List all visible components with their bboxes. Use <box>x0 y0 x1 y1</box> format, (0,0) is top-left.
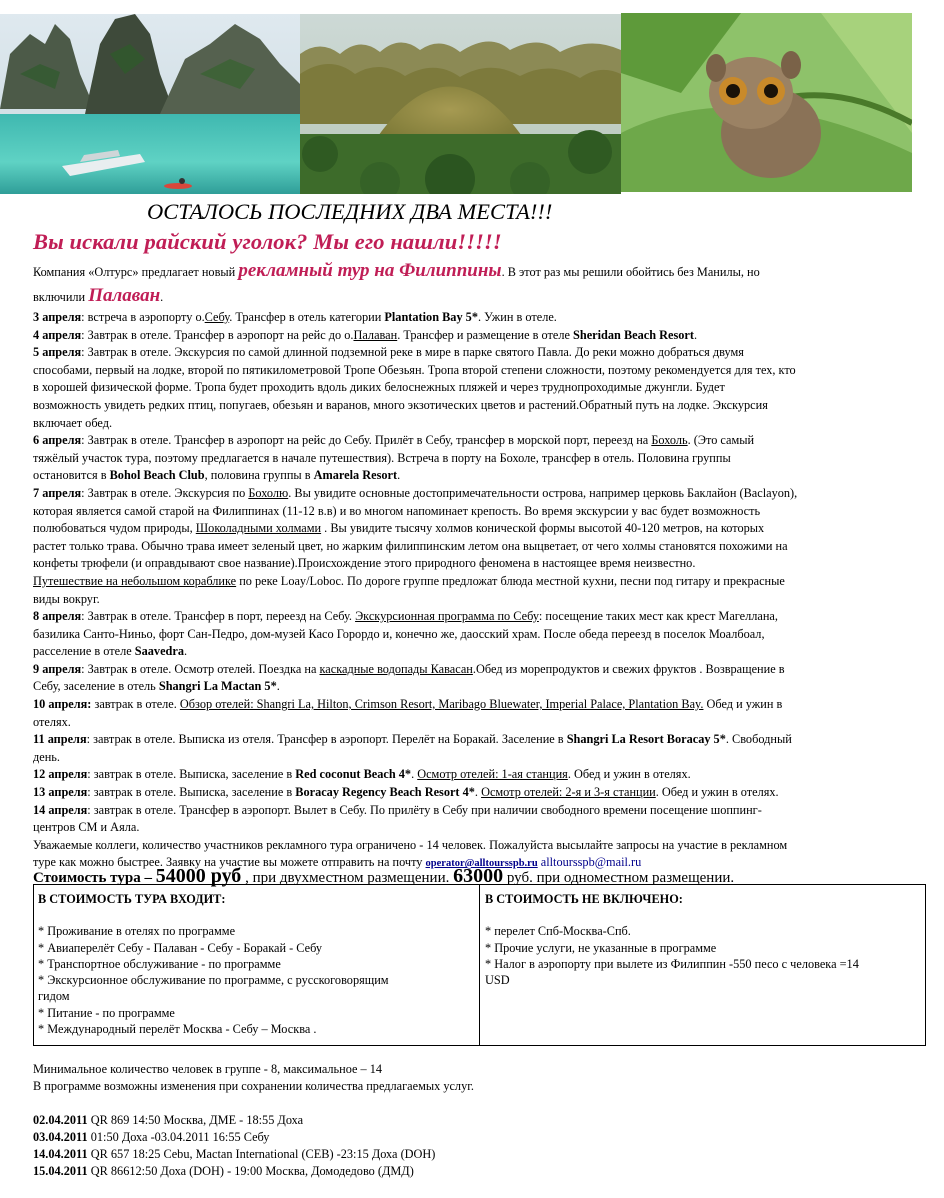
day-9-april: 9 апреля: Завтрак в отеле. Осмотр отелей. Поездка на каскадные водопады Кавасан.Обед из морепродуктов и свежих фруктов . Возвращение в Себу, заселение в отель Shangri La Mactan 5*. <box>33 661 785 694</box>
day-7-april: 7 апреля: Завтрак в отеле. Экскурсия по Бохолю. Вы увидите основные достопримечательности острова, например церковь Баклайон (Baclayon), которая является самой старой на Филиппинах (11-12 в.в) и во многом напоминает крепость. Во время экскурсии у вас будет возможность полюбоваться чудом природы, Шоколадными холмами . Вы увидите тысячу холмов конической формы высотой 40-120 метров, на которых растет только трава. Обычно трава имеет зеленый цвет, но жарким филиппинским летом она выцветает, от чего холмы становятся похожими на конфеты трюфели (и оправдывают свое название).Происхождение этого природного феномена в настоящее время неизвестно. Путешествие на небольшом кораблике по реке Loay/Loboc. По дороге группе предложат блюда местной кухни, песни под гитару и прекрасные виды вокруг. <box>33 485 798 606</box>
day-4-april: 4 апреля: Завтрак в отеле. Трансфер в аэропорт на рейс до о.Палаван. Трансфер и размещение в отеле Sheridan Beach Resort. <box>33 327 698 342</box>
day-14-april: 14 апреля: завтрак в отеле. Трансфер в аэропорт. Вылет в Себу. По прилёту в Себу при наличии свободного времени посещение шоппинг- центров СМ и Аяла. <box>33 802 762 835</box>
included-column: В СТОИМОСТЬ ТУРА ВХОДИТ: * Проживание в отелях по программе * Авиаперелёт Себу - Палаван - Себу - Боракай - Себу * Транспортное обслуживание - по программе * Экскурсионное обслуживание по программе, с русскоговорящим гидом * Питание - по программе * Международный перелёт Москва - Себу – Москва . <box>34 885 480 1045</box>
tour-price: Стоимость тура – 54000 руб , при двухместном размещении. 63000 руб. при одноместном размещении. <box>33 865 735 887</box>
included-header: В СТОИМОСТЬ ТУРА ВХОДИТ: <box>38 892 226 906</box>
flight-schedule <box>33 1112 926 1180</box>
flight-row: 14.04.2011 QR 657 18:25 Cebu, Mactan International (CEB) -23:15 Доха (DOH) <box>33 1147 436 1161</box>
group-notes: Минимальное количество человек в группе - 8, максимальное – 14 В программе возможны изменения при сохранении количества предлагаемых услуг. <box>33 1062 474 1093</box>
day-3-april: 3 апреля: встреча в аэропорту о.Себу. Трансфер в отель категории Plantation Bay 5*. Ужин в отеле. <box>33 310 557 324</box>
slogan: Вы искали райский уголок? Мы его нашли!!!!! <box>33 229 502 254</box>
day-8-april: 8 апреля: Завтрак в отеле. Трансфер в порт, переезд на Себу. Экскурсионная программа по Себу: посещение таких мест как крест Магеллана, базилика Санто-Ниньо, форт Сан-Педро, дом-музей Касо Горордо и, конечно же, даосский храм. После обеда переезд в поселок Моалбоал, расселение в отеле Saavedra. <box>33 609 778 659</box>
day-5-april: 5 апреля: Завтрак в отеле. Экскурсия по самой длинной подземной реке в мире в парке святого Павла. До реки можно добраться двумя способами, первый на лодке, второй по пятикилометровой Тропе Обезьян. Тропа второй степени сложности, поэтому рекомендуется для тех, кто в хорошей физической форме. Тропа будет проходить вдоль диких белоснежных пляжей и через труднопроходимые джунгли. Будет возможность увидеть редких птиц, попугаев, обезьян и варанов, много экзотических цветов и растений.Обратный путь на лодке. Экскурсия включает обед. <box>33 345 796 430</box>
excluded-header: В СТОИМОСТЬ НЕ ВКЛЮЧЕНО: <box>485 892 683 906</box>
flight-row: 15.04.2011 QR 86612:50 Доха (DOH) - 19:00 Москва, Домодедово (ДМД) <box>33 1164 414 1178</box>
headline-last-places: ОСТАЛОСЬ ПОСЛЕДНИХ ДВА МЕСТА!!! <box>147 199 553 224</box>
flight-row: 02.04.2011 QR 869 14:50 Москва, ДМЕ - 18:55 Доха <box>33 1113 304 1127</box>
excluded-column: В СТОИМОСТЬ НЕ ВКЛЮЧЕНО: * перелет Спб-Москва-Спб. * Прочие услуги, не указанные в программе * Налог в аэропорту при вылете из Филиппин -550 песо с человека =14 USD <box>481 885 925 1045</box>
day-10-april: 10 апреля: завтрак в отеле. Обзор отелей: Shangri La, Hilton, Crimson Resort, Maribago Bluewater, Imperial Palace, Plantation Bay. Обед и ужин в отелях. <box>33 697 783 729</box>
day-12-april: 12 апреля: завтрак в отеле. Выписка, заселение в Red coconut Beach 4*. Осмотр отелей: 1-ая станция. Обед и ужин в отелях. <box>33 767 691 782</box>
email-link-operator[interactable]: operator@alltoursspb.ru <box>425 858 538 870</box>
photo-strip <box>0 0 944 200</box>
day-11-april: 11 апреля: завтрак в отеле. Выписка из отеля. Трансфер в аэропорт. Перелёт на Боракай. Заселение в Shangri La Resort Boracay 5*. Свободный день. <box>33 732 792 764</box>
intro-line-1: Компания «Олтурс» предлагает новый рекламный тур на Филиппины. В этот раз мы решили обойтись без Манилы, но <box>33 260 760 281</box>
price-inclusions-table <box>33 884 926 1046</box>
email-link-alltours[interactable]: alltoursspb@mail.ru <box>540 855 642 870</box>
day-6-april: 6 апреля: Завтрак в отеле. Трансфер в аэропорт на рейс до Себу. Прилёт в Себу, трансфер в морской порт, переезд на Бохоль. (Это самый тяжёлый участок тура, поэтому предлагается в начале путешествия). Встреча в порту на Бохоле, трансфер в отель. Половина группы остановится в Bohol Beach Club, половина группы в Amarela Resort. <box>33 433 755 483</box>
chocolate-hills-photo <box>300 14 621 194</box>
intro-line-2: включили Палаван. <box>33 285 164 306</box>
lagoon-cliffs-photo <box>0 14 300 194</box>
tour-program <box>33 259 926 873</box>
day-13-april: 13 апреля: завтрак в отеле. Выписка, заселение в Boracay Regency Beach Resort 4*. Осмотр отелей: 2-я и 3-я станции. Обед и ужин в отелях. <box>33 785 779 800</box>
flight-row: 03.04.2011 01:50 Доха -03.04.2011 16:55 Себу <box>33 1130 270 1144</box>
tarsier-photo <box>621 13 912 192</box>
closing-note: Уважаемые коллеги, количество участников рекламного тура ограничено - 14 человек. Пожалуйста высылайте запросы на участие в рекламном туре как можно быстрее. Заявку на участие вы можете отправить на почту operator@alltoursspb.ru alltoursspb@mail.ru <box>33 837 788 870</box>
